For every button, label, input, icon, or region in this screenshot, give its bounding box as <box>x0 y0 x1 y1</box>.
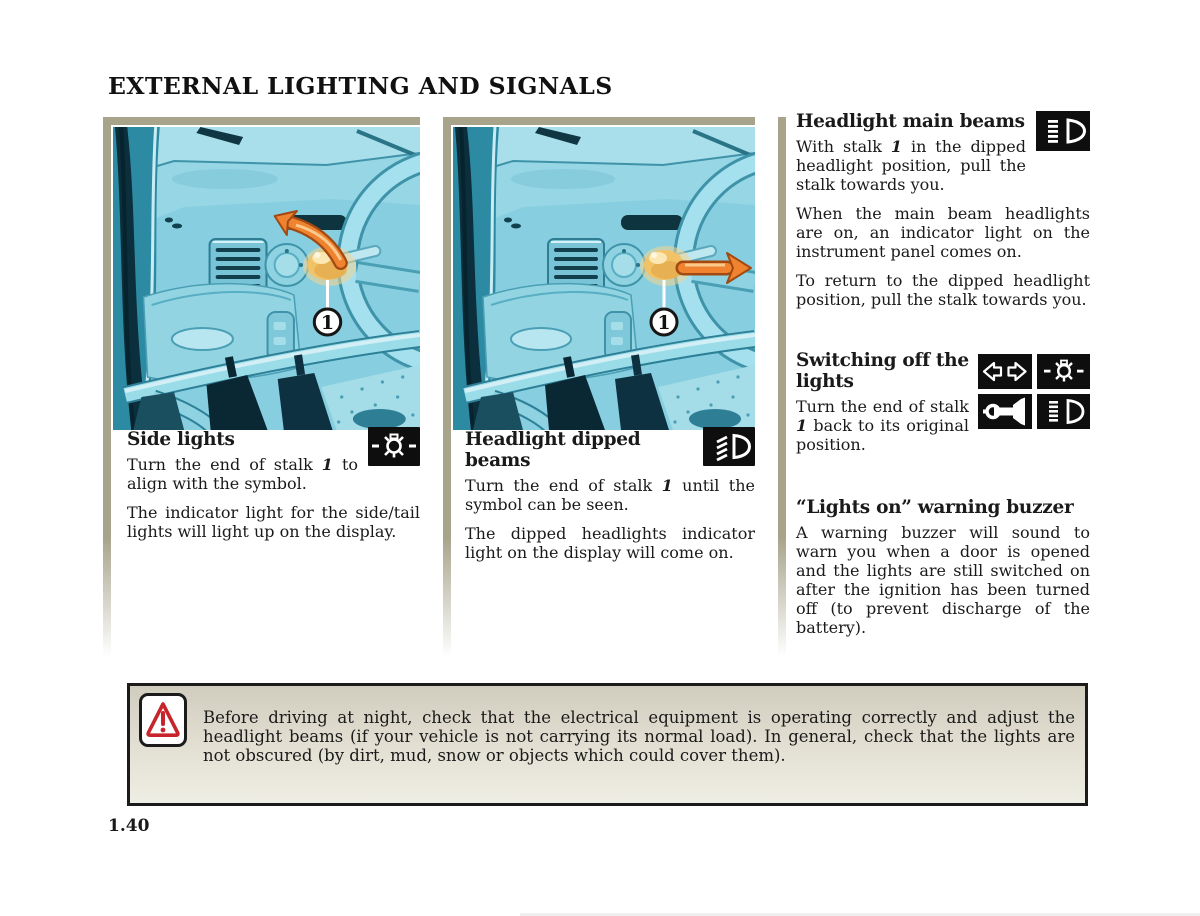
dashboard-photo-pull-stalk <box>453 127 755 430</box>
stalk-number: 1 <box>796 416 808 435</box>
buzzer-para-1: A warning buzzer will sound to warn you when a door is opened and the lights are still switched on after the ignition has been turned off (to prevent discharge of the battery). <box>796 523 1090 637</box>
main-beams-para-2: When the main beam headlights are on, an indicator light on the instrument panel comes on. <box>796 204 1090 261</box>
main-beam-indicator-icon <box>1036 111 1090 151</box>
stalk-number: 1 <box>890 137 903 156</box>
warning-text: Before driving at night, check that the electrical equipment is operating correctly and adjust the headlight beams (if your vehicle is not carrying its normal load). In general, check that the lights are not obscured (by dirt, mud, snow or objects which could cover them). <box>203 708 1075 765</box>
switching-off-section <box>796 350 1090 464</box>
indicator-icon-grid <box>978 354 1090 429</box>
main-beams-para-3: To return to the dipped headlight position, pull the stalk towards you. <box>796 271 1090 309</box>
column-dipped-beams <box>443 117 755 662</box>
buzzer-heading: “Lights on” warning buzzer <box>796 497 1074 518</box>
buzzer-section <box>796 497 1090 647</box>
stalk-number: 1 <box>661 476 673 495</box>
side-lights-caption <box>127 429 420 551</box>
switching-off-para-1: Turn the end of stalk 1 back to its original position. <box>796 397 969 454</box>
column-top-rule <box>443 117 755 125</box>
column-left-rule <box>103 117 111 657</box>
column-left-rule <box>778 117 786 657</box>
horn-icon <box>978 394 1032 429</box>
side-lights-para-2: The indicator light for the side/tail lights will light up on the display. <box>127 503 420 541</box>
main-beams-para-1: With stalk 1 in the dipped headlight position, pull the stalk towards you. <box>796 137 1026 194</box>
turn-signals-icon <box>978 354 1032 389</box>
column-left-rule <box>443 117 451 657</box>
column-top-rule <box>103 117 420 125</box>
car-interior-scene <box>453 127 755 430</box>
warning-box <box>127 683 1088 806</box>
side-lights-icon <box>1037 354 1091 389</box>
page-number: 1.40 <box>108 816 150 836</box>
side-lights-indicator-icon <box>368 427 420 466</box>
warning-triangle-icon <box>139 693 187 747</box>
dipped-beam-indicator-icon <box>703 427 755 466</box>
callout-number: 1 <box>657 312 671 334</box>
dipped-beams-heading: Headlight dipped beams <box>465 429 641 471</box>
main-beams-section <box>796 111 1090 319</box>
stalk-number: 1 <box>321 455 333 474</box>
dipped-beams-para-1: Turn the end of stalk 1 until the symbol can be seen. <box>465 476 755 514</box>
callout-number: 1 <box>320 311 335 334</box>
dashboard-photo-rotate-stalk <box>113 127 420 430</box>
car-interior-scene <box>113 127 420 430</box>
dipped-beams-para-2: The dipped headlights indicator light on the display will come on. <box>465 524 755 562</box>
dipped-beams-caption <box>465 429 755 572</box>
side-lights-para-1: Turn the end of stalk 1 to align with the symbol. <box>127 455 358 493</box>
main-beams-heading: Headlight main beams <box>796 111 1025 132</box>
column-right-text <box>778 111 1090 662</box>
switching-off-heading: Switching off the lights <box>796 350 969 392</box>
column-side-lights <box>103 117 420 662</box>
dipped-beam-icon <box>1037 394 1091 429</box>
page-title: EXTERNAL LIGHTING AND SIGNALS <box>108 72 613 100</box>
side-lights-heading: Side lights <box>127 429 235 450</box>
